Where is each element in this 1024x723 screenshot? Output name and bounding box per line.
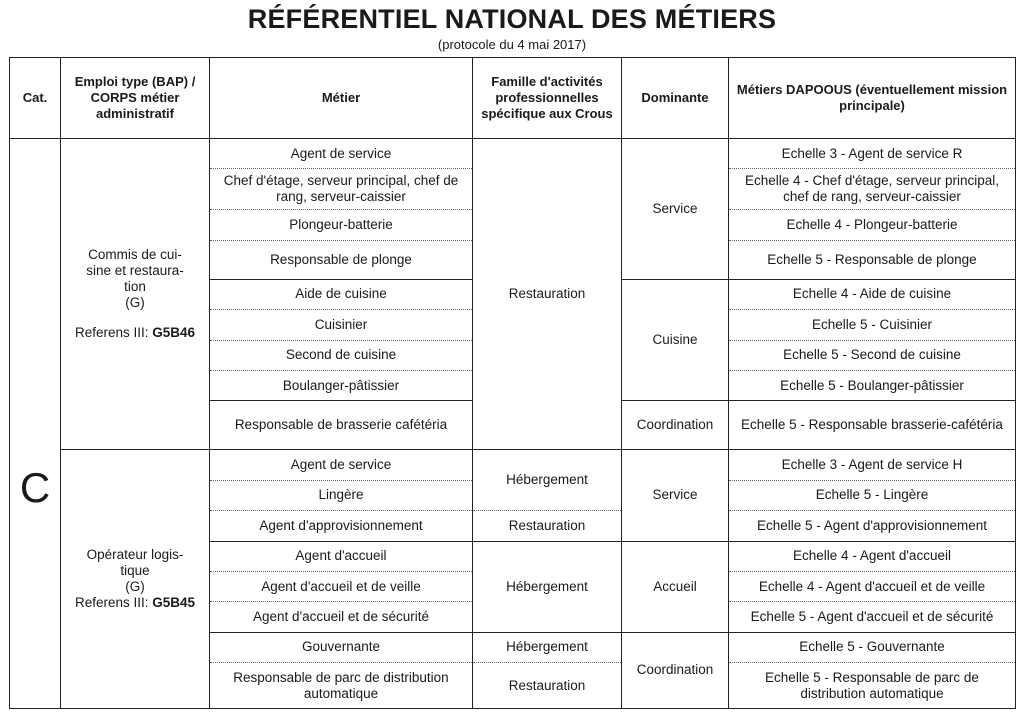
- metier-cell: Aide de cuisine: [210, 279, 473, 309]
- famille-cell: Restauration: [473, 511, 622, 541]
- referentiel-table: [9, 57, 1016, 709]
- dapoous-cell: Echelle 4 - Plongeur-batterie: [729, 210, 1016, 240]
- famille-cell: Restauration: [473, 663, 622, 709]
- metier-cell: Boulanger-pâtissier: [210, 370, 473, 400]
- page-subtitle: (protocole du 4 mai 2017): [437, 37, 587, 52]
- famille-cell: Restauration: [473, 139, 622, 450]
- dapoous-cell: Echelle 5 - Agent d'accueil et de sécurité: [729, 602, 1016, 632]
- dapoous-cell: Echelle 5 - Lingère: [729, 480, 1016, 510]
- metier-cell: Chef d'étage, serveur principal, chef de rang, serveur-caissier: [210, 169, 473, 210]
- metier-cell: Agent d'accueil et de veille: [210, 571, 473, 601]
- dapoous-cell: Echelle 5 - Cuisinier: [729, 310, 1016, 340]
- header-famille: Famille d'activités professionnelles spécifique aux Crous: [473, 58, 622, 139]
- table-row: [10, 139, 1016, 169]
- dapoous-cell: Echelle 5 - Boulanger-pâtissier: [729, 370, 1016, 400]
- emploi-bap: (G): [125, 579, 145, 595]
- dapoous-cell: Echelle 4 - Agent d'accueil et de veille: [729, 571, 1016, 601]
- header-dapoous: Métiers DAPOOUS (éventuellement mission principale): [729, 58, 1016, 139]
- dapoous-cell: Echelle 3 - Agent de service H: [729, 450, 1016, 480]
- emploi-name: Commis de cui- sine et restaura- tion: [86, 247, 184, 295]
- emploi-referens: Referens III: G5B46: [74, 325, 196, 341]
- metier-cell: Second de cuisine: [210, 340, 473, 370]
- header-row: [10, 58, 1016, 139]
- emploi-cell: [61, 139, 210, 450]
- header-dominante: Dominante: [622, 58, 729, 139]
- header-metier: Métier: [210, 58, 473, 139]
- dapoous-cell: Echelle 5 - Second de cuisine: [729, 340, 1016, 370]
- emploi-bap: (G): [125, 295, 145, 311]
- metier-cell: Agent de service: [210, 139, 473, 169]
- page-title: RÉFÉRENTIEL NATIONAL DES MÉTIERS: [247, 4, 777, 34]
- metier-cell: Cuisinier: [210, 310, 473, 340]
- metier-cell: Agent d'approvisionnement: [210, 511, 473, 541]
- header-emploi: Emploi type (BAP) / CORPS métier administratif: [61, 58, 210, 139]
- metier-cell: Responsable de brasserie cafétéria: [210, 401, 473, 450]
- dapoous-cell: Echelle 4 - Aide de cuisine: [729, 279, 1016, 309]
- famille-cell: Hébergement: [473, 450, 622, 511]
- emploi-name: Opérateur logis- tique: [86, 547, 184, 579]
- dominante-cell: Service: [622, 450, 729, 541]
- category-cell: C: [10, 139, 61, 709]
- dapoous-cell: Echelle 5 - Responsable de plonge: [729, 240, 1016, 279]
- dapoous-cell: Echelle 3 - Agent de service R: [729, 139, 1016, 169]
- dominante-cell: Accueil: [622, 541, 729, 632]
- famille-cell: Hébergement: [473, 541, 622, 632]
- dominante-cell: Cuisine: [622, 279, 729, 401]
- dapoous-cell: Echelle 5 - Gouvernante: [729, 632, 1016, 662]
- dominante-cell: Coordination: [622, 632, 729, 708]
- dapoous-cell: Echelle 5 - Responsable de parc de distribution automatique: [729, 663, 1016, 709]
- metier-cell: Agent d'accueil: [210, 541, 473, 571]
- metier-cell: Lingère: [210, 480, 473, 510]
- metier-cell: Responsable de plonge: [210, 240, 473, 279]
- emploi-referens: Referens III: G5B45: [74, 595, 196, 611]
- famille-cell: Hébergement: [473, 632, 622, 662]
- metier-cell: Plongeur-batterie: [210, 210, 473, 240]
- dapoous-cell: Echelle 4 - Chef d'étage, serveur principal, chef de rang, serveur-caissier: [729, 169, 1016, 210]
- metier-cell: Agent d'accueil et de sécurité: [210, 602, 473, 632]
- dominante-cell: Coordination: [622, 401, 729, 450]
- dapoous-cell: Echelle 5 - Agent d'approvisionnement: [729, 511, 1016, 541]
- dominante-cell: Service: [622, 139, 729, 280]
- dapoous-cell: Echelle 5 - Responsable brasserie-cafétéria: [729, 401, 1016, 450]
- metier-cell: Responsable de parc de distribution automatique: [210, 663, 473, 709]
- metier-cell: Gouvernante: [210, 632, 473, 662]
- dapoous-cell: Echelle 4 - Agent d'accueil: [729, 541, 1016, 571]
- emploi-cell: [61, 450, 210, 709]
- header-cat: Cat.: [10, 58, 61, 139]
- metier-cell: Agent de service: [210, 450, 473, 480]
- table-row: [10, 450, 1016, 480]
